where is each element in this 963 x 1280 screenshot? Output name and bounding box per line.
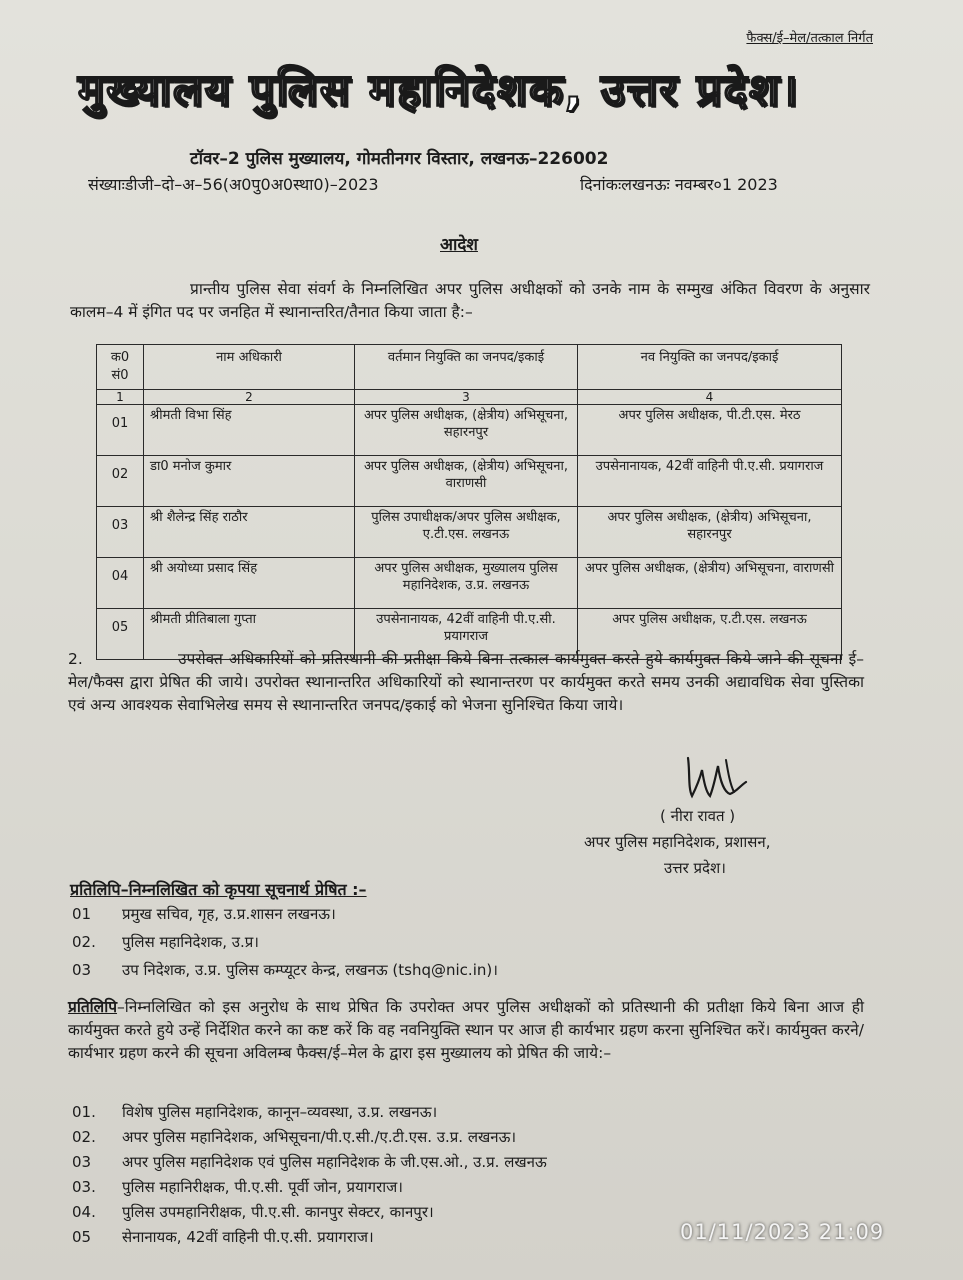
item-number: 02.	[72, 1128, 96, 1146]
list-item	[72, 1200, 547, 1225]
current-posting: अपर पुलिस अधीक्षक, (क्षेत्रीय) अभिसूचना, सहारनपुर	[355, 405, 578, 456]
signatory-name: ( नीरा रावत )	[660, 807, 736, 825]
row-serial: 04	[97, 558, 144, 609]
item-text: पुलिस महानिरीक्षक, पी.ए.सी. पूर्वी जोन, प्रयागराज।	[122, 1178, 403, 1196]
copy-lead: प्रतिलिपि	[68, 998, 118, 1016]
new-posting: अपर पुलिस अधीक्षक, (क्षेत्रीय) अभिसूचना, वाराणसी	[578, 558, 842, 609]
copy-to-title: प्रतिलिपि–निम्नलिखित को कृपया सूचनार्थ प्रेषित :–	[70, 880, 367, 899]
item-text: पुलिस महानिदेशक, उ.प्र।	[122, 933, 259, 951]
item-text: प्रमुख सचिव, गृह, उ.प्र.शासन लखनऊ।	[122, 905, 336, 923]
order-title: आदेश	[440, 235, 478, 255]
row-serial: 05	[97, 609, 144, 660]
new-posting: अपर पुलिस अधीक्षक, ए.टी.एस. लखनऊ	[578, 609, 842, 660]
list-item	[72, 928, 498, 956]
photo-timestamp: 01/11/2023 21:09	[680, 1220, 885, 1244]
item-text: उप निदेशक, उ.प्र. पुलिस कम्प्यूटर केन्द्र, लखनऊ (tshq@nic.in)।	[122, 961, 498, 979]
header-current-posting: वर्तमान नियुक्ति का जनपद/इकाई	[355, 345, 578, 390]
copy-request-text: –निम्नलिखित को इस अनुरोध के साथ प्रेषित कि उपरोक्त अपर पुलिस अधीक्षकों को प्रतिस्थानी की प्रतीक्षा किये बिना आज ही कार्यमुक्त करते हुये उन्हें निर्देशित करने का कष्ट करें कि वह नवनियुक्ति स्थान पर आज ही कार्यभार ग्रहण करना सुनिश्चित करें। कार्यमुक्त करने/कार्यभार ग्रहण करने की सूचना अविलम्ब फैक्स/ई–मेल के द्वारा इस मुख्यालय को प्रेषित की जाये:–	[68, 998, 864, 1062]
col-number: 3	[355, 390, 578, 405]
col-number: 2	[144, 390, 355, 405]
item-number: 04.	[72, 1203, 96, 1221]
table-row	[97, 507, 842, 558]
item-number: 01	[72, 905, 92, 923]
paragraph-number: 2.	[68, 650, 83, 668]
order-paragraph-2	[68, 648, 864, 717]
officer-name: श्रीमती विभा सिंह	[144, 405, 355, 456]
item-number: 03	[72, 1153, 92, 1171]
office-address: टॉवर–2 पुलिस मुख्यालय, गोमतीनगर विस्तार, लखनऊ–226002	[190, 149, 609, 169]
item-number: 03	[72, 961, 92, 979]
list-item	[72, 956, 498, 984]
signatory-designation: अपर पुलिस महानिदेशक, प्रशासन,	[584, 833, 771, 851]
current-posting: अपर पुलिस अधीक्षक, मुख्यालय पुलिस महानिदेशक, उ.प्र. लखनऊ	[355, 558, 578, 609]
new-posting: अपर पुलिस अधीक्षक, पी.टी.एस. मेरठ	[578, 405, 842, 456]
col-number: 1	[97, 390, 144, 405]
item-number: 02.	[72, 933, 96, 951]
item-number: 05	[72, 1228, 92, 1246]
letterhead-title: मुख्यालय पुलिस महानिदेशक, उत्तर प्रदेश।	[78, 65, 800, 116]
officer-name: श्री अयोध्या प्रसाद सिंह	[144, 558, 355, 609]
item-text: सेनानायक, 42वीं वाहिनी पी.ए.सी. प्रयागराज।	[122, 1228, 374, 1246]
list-item	[72, 900, 498, 928]
current-posting: उपसेनानायक, 42वीं वाहिनी पी.ए.सी. प्रयागराज	[355, 609, 578, 660]
item-text: अपर पुलिस महानिदेशक, अभिसूचना/पी.ए.सी./ए.टी.एस. उ.प्र. लखनऊ।	[122, 1128, 517, 1146]
row-serial: 02	[97, 456, 144, 507]
officer-name: श्रीमती प्रीतिबाला गुप्ता	[144, 609, 355, 660]
row-serial: 03	[97, 507, 144, 558]
signature-mark	[680, 752, 770, 802]
officer-name: श्री शैलेन्द्र सिंह राठौर	[144, 507, 355, 558]
reference-number: संख्याःडीजी–दो–अ–56(अ0पु0अ0स्था0)–2023	[88, 175, 379, 194]
transfer-table	[96, 344, 842, 660]
copy-request-paragraph	[68, 996, 864, 1065]
copy-to-list	[72, 900, 498, 984]
current-posting: पुलिस उपाधीक्षक/अपर पुलिस अधीक्षक, ए.टी.एस. लखनऊ	[355, 507, 578, 558]
item-number: 01.	[72, 1103, 96, 1121]
officer-name: डा0 मनोज कुमार	[144, 456, 355, 507]
order-paragraph-1: प्रान्तीय पुलिस सेवा संवर्ग के निम्नलिखित अपर पुलिस अधीक्षकों को उनके नाम के सम्मुख अंकित विवरण के अनुसार कालम–4 में इंगित पद पर जनहित में स्थानान्तरित/तैनात किया जाता है:–	[70, 280, 870, 321]
list-item	[72, 1225, 547, 1250]
col-number: 4	[578, 390, 842, 405]
item-text: पुलिस उपमहानिरीक्षक, पी.ए.सी. कानपुर सेक्टर, कानपुर।	[122, 1203, 434, 1221]
issue-date: दिनांकःलखनऊः नवम्बर०1 2023	[580, 175, 778, 194]
item-number: 03.	[72, 1178, 96, 1196]
new-posting: उपसेनानायक, 42वीं वाहिनी पी.ए.सी. प्रयागराज	[578, 456, 842, 507]
dispatch-note: फैक्स/ई–मेल/तत्काल निर्गत	[746, 31, 873, 46]
list-item	[72, 1100, 547, 1125]
item-text: अपर पुलिस महानिदेशक एवं पुलिस महानिदेशक के जी.एस.ओ., उ.प्र. लखनऊ	[122, 1153, 547, 1171]
list-item	[72, 1150, 547, 1175]
header-name: नाम अधिकारी	[144, 345, 355, 390]
header-new-posting: नव नियुक्ति का जनपद/इकाई	[578, 345, 842, 390]
table-row	[97, 558, 842, 609]
copy-request-list	[72, 1100, 547, 1250]
list-item	[72, 1125, 547, 1150]
row-serial: 01	[97, 405, 144, 456]
new-posting: अपर पुलिस अधीक्षक, (क्षेत्रीय) अभिसूचना, सहारनपुर	[578, 507, 842, 558]
table-row	[97, 456, 842, 507]
list-item	[72, 1175, 547, 1200]
header-serial: क0 सं0	[97, 345, 144, 390]
current-posting: अपर पुलिस अधीक्षक, (क्षेत्रीय) अभिसूचना, वाराणसी	[355, 456, 578, 507]
table-row	[97, 405, 842, 456]
signatory-state: उत्तर प्रदेश।	[664, 859, 726, 877]
item-text: विशेष पुलिस महानिदेशक, कानून–व्यवस्था, उ.प्र. लखनऊ।	[122, 1103, 438, 1121]
paragraph-text: उपरोक्त अधिकारियों को प्रतिस्थानी की प्रतीक्षा किये बिना तत्काल कार्यमुक्त करते हुये कार्यमुक्त किये जाने की सूचना ई– मेल/फैक्स द्वारा प्रेषित की जाये। उपरोक्त स्थानान्तरित अधिकारियों को स्थानान्तरण पर कार्यमुक्त करते समय उनकी अद्यावधिक सेवा पुस्तिका एवं अन्य आवश्यक सेवाभिलेख समय से स्थानान्तरित जनपद/इकाई को भेजना सुनिश्चित किया जाये।	[68, 650, 864, 714]
